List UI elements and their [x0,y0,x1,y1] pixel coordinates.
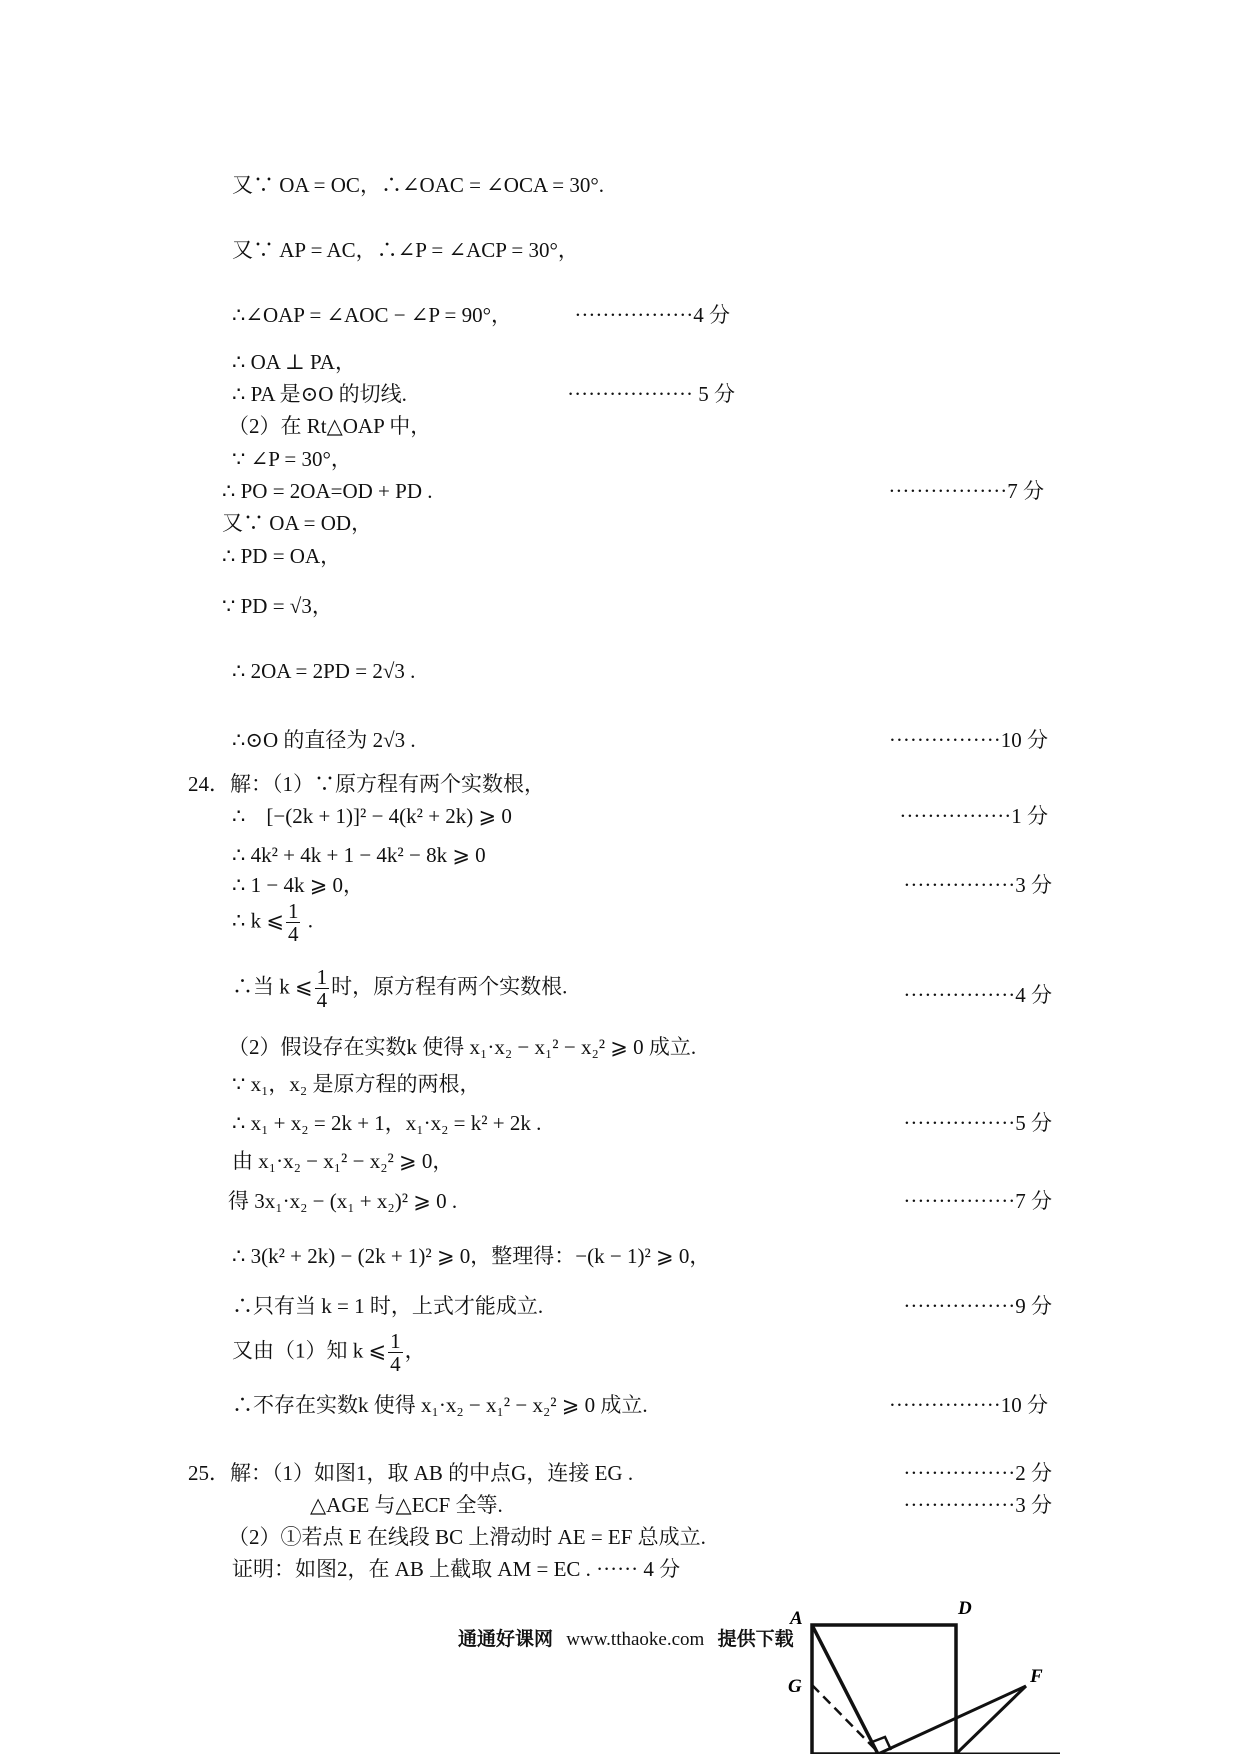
score-marker-s11: ················10 分 [888,1393,1048,1417]
segment-cf [956,1686,1026,1754]
frac-suffix: . [302,908,313,933]
segment-ae [812,1625,878,1754]
score-marker-s1: ·················4 分 [574,303,730,327]
solution-line-l30: △AGE 与△ECF 全等. [310,1493,503,1517]
solution-line-l3: ∴∠OAP = ∠AOC − ∠P = 90°， [232,303,513,327]
solution-line-l6: （2）在 Rt△OAP 中， [228,414,432,438]
score-marker-s3: ·················7 分 [888,479,1044,503]
solution-line-l19 [232,966,567,1011]
geometry-figure [760,1580,1060,1754]
frac-prefix: ∴ k ⩽ [232,908,284,933]
fraction-denominator: 4 [287,922,299,946]
solution-line-l16: ∴ 4k² + 4k + 1 − 4k² − 8k ⩾ 0 [232,843,486,867]
solution-line-l13: ∴⊙O 的直径为 2√3 . [232,728,416,752]
score-marker-s10: ················9 分 [903,1294,1052,1318]
solution-line-l32: 证明：如图2，在 AB 上截取 AM = EC . ······ 4 分 [232,1557,681,1581]
solution-line-l4: ∴ OA ⊥ PA， [232,350,356,374]
solution-line-l15: ∴ [−(2k + 1)]² − 4(k² + 2k) ⩾ 0 [232,804,512,828]
solution-line-l8: ∴ PO = 2OA=OD + PD . [222,479,433,503]
score-marker-s13: ················3 分 [903,1493,1052,1517]
fraction-denominator: 4 [316,988,328,1012]
solution-line-l21: ∵ x₁，x₂ 是原方程的两根， [232,1072,481,1096]
solution-line-l10: ∴ PD = OA， [222,544,342,568]
solution-line-l5: ∴ PA 是⊙O 的切线. [232,382,407,406]
solution-line-l9: 又∵ OA = OD， [222,511,373,535]
solution-line-l2: 又∵ AP = AC，∴∠P = ∠ACP = 30°， [232,238,579,262]
fraction-numerator: 1 [287,899,299,923]
fraction-denominator: 4 [390,1352,401,1376]
score-marker-s8: ················5 分 [903,1111,1052,1135]
solution-line-l28: ∴不存在实数k 使得 x₁·x₂ − x₁² − x₂² ⩾ 0 成立. [232,1393,648,1417]
solution-line-l14: 24．解：（1）∵原方程有两个实数根， [188,772,545,796]
solution-line-l1: 又∵ OA = OC，∴∠OAC = ∠OCA = 30°. [232,173,604,197]
score-marker-s5: ················1 分 [899,804,1048,828]
footer-tail: 提供下载 [717,1628,794,1650]
solution-line-l25: ∴ 3(k² + 2k) − (2k + 1)² ⩾ 0，整理得：−(k − 1)² ⩾ 0， [232,1244,711,1268]
solution-line-l29: 25．解：（1）如图1，取 AB 的中点G，连接 EG . [188,1461,634,1485]
fraction [286,900,301,945]
score-marker-s12: ················2 分 [903,1461,1052,1485]
solution-line-l31: （2）①若点 E 在线段 BC 上滑动时 AE = EF 总成立. [228,1525,706,1549]
score-marker-s9: ················7 分 [903,1189,1052,1213]
frac-suffix: ， [404,1338,426,1363]
score-marker-s6: ················3 分 [903,873,1052,897]
label-d: D [958,1598,972,1619]
footer-credit [458,1624,794,1651]
square-abcd [812,1625,956,1754]
solution-line-l26: ∴只有当 k = 1 时，上式才能成立. [232,1294,544,1318]
footer-url: www.tthaoke.com [566,1629,705,1650]
segment-ge-dashed [812,1685,878,1752]
frac-prefix: ∴当 k ⩽ [232,974,313,999]
solution-line-l20: （2）假设存在实数k 使得 x₁·x₂ − x₁² − x₂² ⩾ 0 成立. [228,1035,697,1059]
label-g: G [788,1676,802,1697]
solution-line-l17: ∴ 1 − 4k ⩾ 0， [232,873,365,897]
frac-prefix: 又由（1）知 k ⩽ [232,1338,387,1363]
segment-ef [878,1686,1026,1754]
solution-line-l11: ∵ PD = √3， [222,594,333,618]
fraction [315,966,330,1011]
score-marker-s7: ················4 分 [903,983,1052,1007]
frac-suffix: 时，原方程有两个实数根. [331,974,568,999]
solution-line-l24: 得 3x₁·x₂ − (x₁ + x₂)² ⩾ 0 . [228,1189,458,1213]
fraction [388,1330,403,1375]
solution-line-l27 [232,1330,426,1375]
score-marker-s4: ················10 分 [888,728,1048,752]
label-a: A [790,1608,803,1629]
footer-site: 通通好课网 [458,1628,554,1650]
fraction-numerator: 1 [390,1329,401,1353]
score-marker-s2: ·················· 5 分 [567,382,735,406]
fraction-numerator: 1 [316,965,328,989]
solution-line-l18 [232,900,313,945]
solution-line-l23: 由 x₁·x₂ − x₁² − x₂² ⩾ 0， [232,1149,454,1173]
label-f: F [1030,1666,1043,1687]
solution-line-l22: ∴ x₁ + x₂ = 2k + 1，x₁·x₂ = k² + 2k . [232,1111,542,1135]
solution-line-l12: ∴ 2OA = 2PD = 2√3 . [232,659,416,683]
solution-line-l7: ∵ ∠P = 30°， [232,447,352,471]
